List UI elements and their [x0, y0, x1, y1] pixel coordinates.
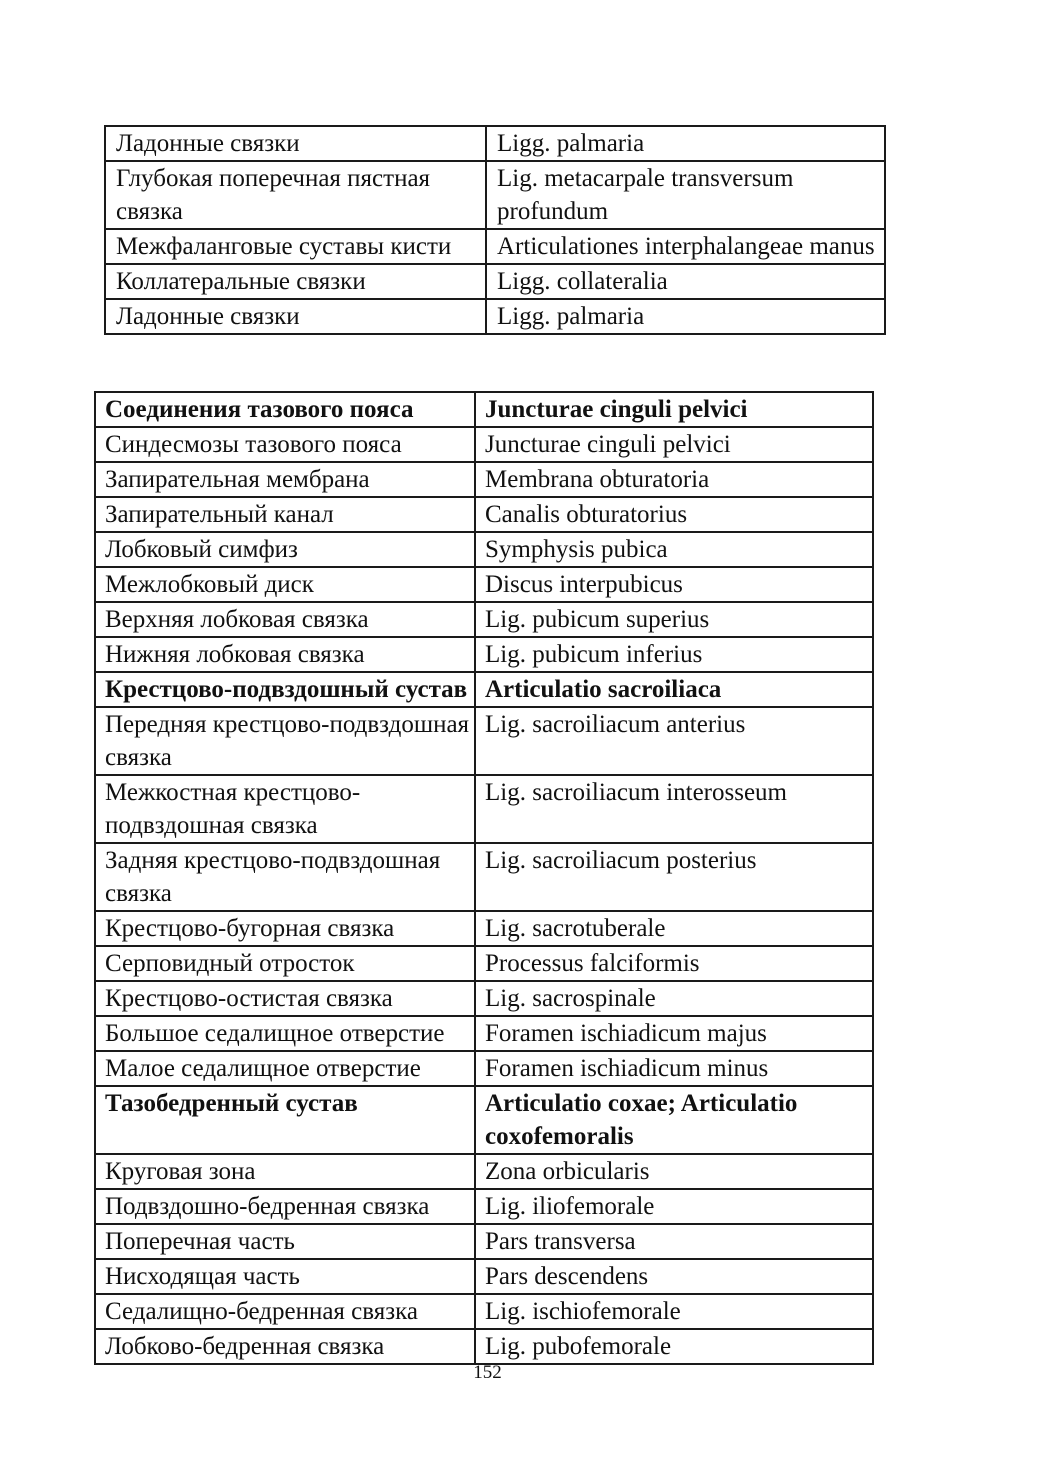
latin-term-cell: Lig. sacroiliacum posterius: [475, 843, 873, 911]
table-row: [95, 637, 873, 672]
table-row: [95, 981, 873, 1016]
latin-term-cell: Canalis obturatorius: [475, 497, 873, 532]
russian-term-cell: Запирательный канал: [95, 497, 475, 532]
russian-term-cell: Малое седалищное отверстие: [95, 1051, 475, 1086]
latin-term-cell: Foramen ischiadicum minus: [475, 1051, 873, 1086]
table-row: [95, 1294, 873, 1329]
latin-term-cell: Lig. sacrospinale: [475, 981, 873, 1016]
table-row: [95, 1086, 873, 1154]
latin-term-cell: Articulatio sacroiliaca: [475, 672, 873, 707]
russian-term-cell: Межфаланговые суставы кисти: [105, 229, 486, 264]
latin-term-cell: Juncturae cinguli pelvici: [475, 392, 873, 427]
latin-term-cell: Lig. metacarpale transversum profundum: [486, 161, 885, 229]
russian-term-cell: Нижняя лобковая связка: [95, 637, 475, 672]
table-row: [105, 264, 885, 299]
table-row: [95, 707, 873, 775]
russian-term-cell: Ладонные связки: [105, 299, 486, 334]
pelvic-girdle-joints-table-body: [95, 392, 873, 1364]
russian-term-cell: Ладонные связки: [105, 126, 486, 161]
russian-term-cell: Верхняя лобковая связка: [95, 602, 475, 637]
russian-term-cell: Нисходящая часть: [95, 1259, 475, 1294]
latin-term-cell: Zona orbicularis: [475, 1154, 873, 1189]
pelvic-girdle-joints-table: [94, 391, 874, 1365]
latin-term-cell: Symphysis pubica: [475, 532, 873, 567]
russian-term-cell: Тазобедренный сустав: [95, 1086, 475, 1154]
hand-ligaments-table: [104, 125, 886, 335]
table-row: [105, 161, 885, 229]
russian-term-cell: Межкостная крестцово-подвздошная связка: [95, 775, 475, 843]
russian-term-cell: Лобково-бедренная связка: [95, 1329, 475, 1364]
latin-term-cell: Lig. sacrotuberale: [475, 911, 873, 946]
russian-term-cell: Передняя крестцово-подвздошная связка: [95, 707, 475, 775]
latin-term-cell: Lig. iliofemorale: [475, 1189, 873, 1224]
russian-term-cell: Большое седалищное отверстие: [95, 1016, 475, 1051]
table-row: [95, 775, 873, 843]
russian-term-cell: Запирательная мембрана: [95, 462, 475, 497]
table-row: [95, 1051, 873, 1086]
latin-term-cell: Lig. sacroiliacum interosseum: [475, 775, 873, 843]
table-row: [95, 672, 873, 707]
table-row: [95, 946, 873, 981]
russian-term-cell: Лобковый симфиз: [95, 532, 475, 567]
russian-term-cell: Подвздошно-бедренная связка: [95, 1189, 475, 1224]
table-row: [95, 843, 873, 911]
latin-term-cell: Lig. ischiofemorale: [475, 1294, 873, 1329]
russian-term-cell: Соединения тазового пояса: [95, 392, 475, 427]
table-row: [95, 1016, 873, 1051]
latin-term-cell: Membrana obturatoria: [475, 462, 873, 497]
russian-term-cell: Глубокая поперечная пястная связка: [105, 161, 486, 229]
table-row: [95, 532, 873, 567]
latin-term-cell: Articulatio coxae; Articulatio coxofemoralis: [475, 1086, 873, 1154]
russian-term-cell: Синдесмозы тазового пояса: [95, 427, 475, 462]
latin-term-cell: Lig. pubicum inferius: [475, 637, 873, 672]
latin-term-cell: Articulationes interphalangeae manus: [486, 229, 885, 264]
table-row: [95, 1224, 873, 1259]
russian-term-cell: Коллатеральные связки: [105, 264, 486, 299]
latin-term-cell: Lig. pubicum superius: [475, 602, 873, 637]
table-row: [95, 427, 873, 462]
latin-term-cell: Ligg. palmaria: [486, 126, 885, 161]
latin-term-cell: Ligg. collateralia: [486, 264, 885, 299]
table-row: [95, 392, 873, 427]
latin-term-cell: Pars descendens: [475, 1259, 873, 1294]
russian-term-cell: Крестцово-остистая связка: [95, 981, 475, 1016]
russian-term-cell: Крестцово-подвздошный сустав: [95, 672, 475, 707]
table-row: [95, 462, 873, 497]
latin-term-cell: Discus interpubicus: [475, 567, 873, 602]
table-row: [95, 1329, 873, 1364]
table-row: [95, 497, 873, 532]
latin-term-cell: Pars transversa: [475, 1224, 873, 1259]
page-number: 152: [473, 1362, 502, 1383]
table-row: [95, 602, 873, 637]
table-row: [95, 1259, 873, 1294]
table-row: [105, 126, 885, 161]
russian-term-cell: Серповидный отросток: [95, 946, 475, 981]
latin-term-cell: Foramen ischiadicum majus: [475, 1016, 873, 1051]
latin-term-cell: Ligg. palmaria: [486, 299, 885, 334]
russian-term-cell: Крестцово-бугорная связка: [95, 911, 475, 946]
latin-term-cell: Processus falciformis: [475, 946, 873, 981]
table-row: [95, 567, 873, 602]
russian-term-cell: Межлобковый диск: [95, 567, 475, 602]
table-row: [95, 1189, 873, 1224]
russian-term-cell: Задняя крестцово-подвздошная связка: [95, 843, 475, 911]
russian-term-cell: Круговая зона: [95, 1154, 475, 1189]
table-row: [95, 1154, 873, 1189]
russian-term-cell: Седалищно-бедренная связка: [95, 1294, 475, 1329]
table-row: [105, 299, 885, 334]
hand-ligaments-table-body: [105, 126, 885, 334]
table-row: [95, 911, 873, 946]
table-row: [105, 229, 885, 264]
latin-term-cell: Lig. pubofemorale: [475, 1329, 873, 1364]
latin-term-cell: Juncturae cinguli pelvici: [475, 427, 873, 462]
latin-term-cell: Lig. sacroiliacum anterius: [475, 707, 873, 775]
russian-term-cell: Поперечная часть: [95, 1224, 475, 1259]
